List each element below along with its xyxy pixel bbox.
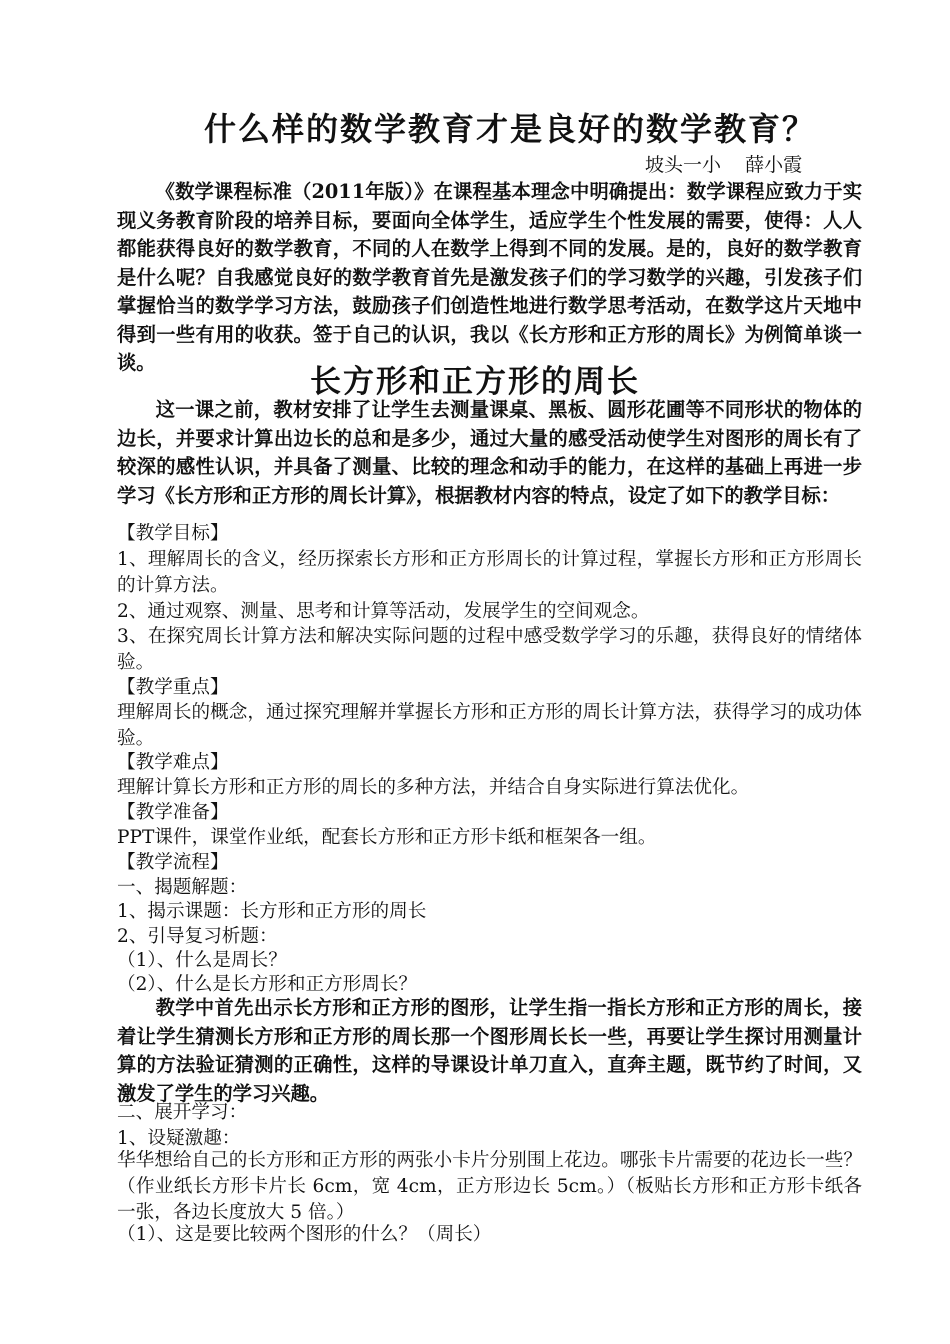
question-2: （2）、什么是长方形和正方形周长？ (117, 974, 418, 995)
step-1-heading: 一、揭题解题： (117, 877, 248, 898)
difficulty-heading: 【教学难点】 (117, 752, 229, 773)
section-title: 长方形和正方形的周长 (310, 364, 640, 400)
document-title: 什么样的数学教育才是良好的数学教育？ (203, 110, 816, 148)
question-1: （1）、什么是周长？ (117, 950, 287, 971)
intro-paragraph: 《数学课程标准（2011年版）》在课程基本理念中明确提出：数学课程应致力于实现义务教育阶段的培养目标，要面向全体学生，适应学生个性发展的需要，使得：人人都能获得良好的数学教育，不同的人在数学上得到不同的发展。是的，良好的数学教育是什么呢？自我感觉良好的数学教育首先是激发孩子们的学习数学的兴趣，引发孩子们掌握恰当的数学学习方法，鼓励孩子们创造性地进行数学思考活动，在数学这片天地中得到一些有用的收获。签于自己的认识，我以《长方形和正方形的周长》为例简单谈一谈。 (117, 180, 862, 374)
preparation-heading: 【教学准备】 (117, 802, 229, 823)
step-1-item-2: 2、引导复习析题： (117, 926, 278, 947)
goal-item-2: 2、通过观察、测量、思考和计算等活动，发展学生的空间观念。 (117, 601, 650, 622)
step-1-item-1: 1、揭示课题：长方形和正方形的周长 (117, 901, 427, 922)
difficulty-text: 理解计算长方形和正方形的周长的多种方法，并结合自身实际进行算法优化。 (117, 777, 750, 798)
goal-item-3: 3、在探究周长计算方法和解决实际问题的过程中感受数学学习的乐趣，获得良好的情绪体验。 (117, 626, 862, 673)
key-points-text: 理解周长的概念，通过探究理解并掌握长方形和正方形的周长计算方法，获得学习的成功体验。 (117, 702, 862, 749)
step-2-heading: 二、展开学习： (117, 1102, 248, 1123)
goal-item-1: 1、理解周长的含义，经历探索长方形和正方形周长的计算过程，掌握长方形和正方形周长的计算方法。 (117, 549, 862, 596)
reflection-paragraph: 教学中首先出示长方形和正方形的图形，让学生指一指长方形和正方形的周长，接着让学生猜测长方形和正方形的周长那一个图形周长长一些，再要让学生探讨用测量计算的方法验证猜测的正确性，这样的导课设计单刀直入，直奔主题，既节约了时间，又激发了学生的学习兴趣。 (117, 996, 862, 1105)
author-line: 坡头一小 薛小霞 (645, 154, 803, 176)
goals-heading: 【教学目标】 (117, 523, 229, 544)
lesson-intro-paragraph: 这一课之前，教材安排了让学生去测量课桌、黑板、圆形花圃等不同形状的物体的边长，并要求计算出边长的总和是多少，通过大量的感受活动使学生对图形的周长有了较深的感性认识，并具备了测量、比较的理念和动手的能力，在这样的基础上再进一步学习《长方形和正方形的周长计算》，根据教材内容的特点，设定了如下的教学目标： (117, 398, 862, 507)
step-2-item-1: 1、设疑激趣： (117, 1128, 241, 1149)
question-3: （1）、这是要比较两个图形的什么？（周长） (117, 1224, 492, 1245)
scenario-paragraph: 华华想给自己的长方形和正方形的两张小卡片分别围上花边。哪张卡片需要的花边长一些？（作业纸长方形卡片长 6cm，宽 4cm，正方形边长 5cm。）（板贴长方形和正方形卡纸各一张，各边长度放大 5 倍。） (117, 1150, 862, 1223)
process-heading: 【教学流程】 (117, 852, 229, 873)
key-points-heading: 【教学重点】 (117, 677, 229, 698)
preparation-text: PPT课件，课堂作业纸，配套长方形和正方形卡纸和框架各一组。 (117, 827, 657, 848)
